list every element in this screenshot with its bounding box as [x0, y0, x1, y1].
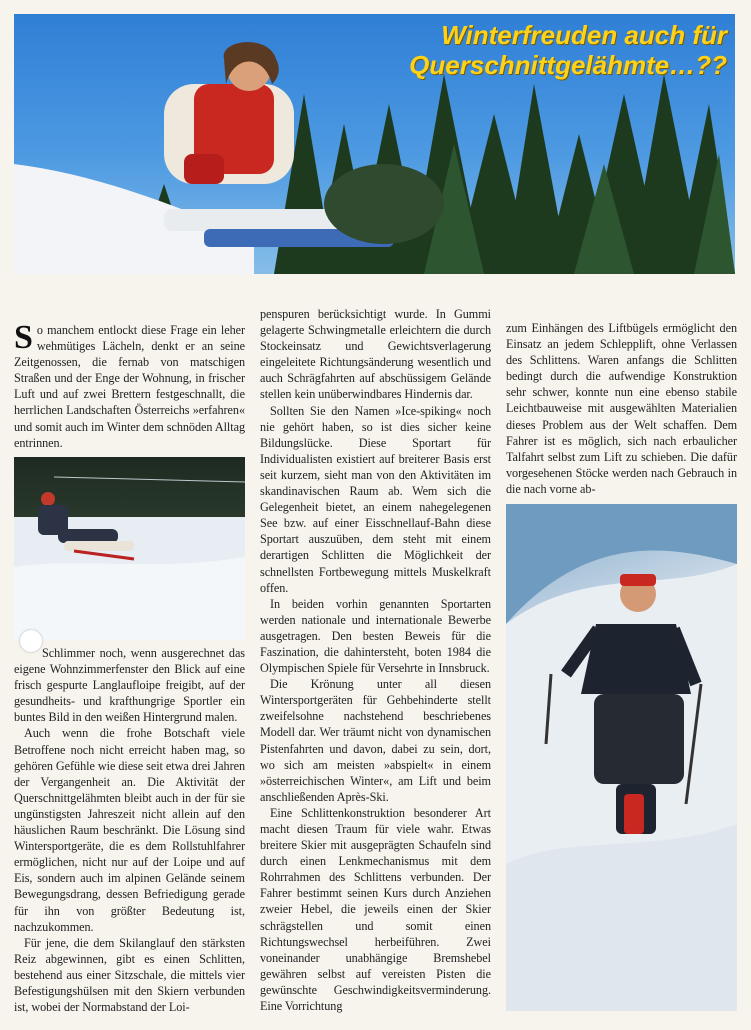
sledge-skier-illustration [14, 457, 245, 640]
paragraph: In beiden vorhin genannten Sportarten werden nationale und internationale Bewerbe ausgetragen. Den besten Beweis für die Faszination, die dahintersteht, boten 1984 die Olympischen Spiele für Versehrte in Innsbruck. [260, 596, 491, 676]
paragraph: zum Einhängen des Liftbügels ermöglicht den Einsatz an jedem Schlepplift, ohne Verlassen des Schlittens. Waren anfangs die Schlitten bedingt durch die aufwendige Konstruktion sehr schwer, konnte nun eine ebenso stabile Leichtbauweise mit ausgewählten Materialien dieses Problem aus der Welt schaffen. Dem Fahrer ist es möglich, sich nach erbaulicher Talfahrt selbst zum Lift zu schieben. Die dafür vorgesehenen Stöcke werden nach Gebrauch in die nach vorne ab- [506, 321, 737, 496]
paragraph: Eine Schlittenkonstruktion besonderer Art macht diesen Traum für viele wahr. Etwas breitere Skier mit ausgeprägten Schaufeln sind durch einen Lenkmechanismus mit dem Rohrrahmen des Schlittens verbunden. Der Fahrer bestimmt seinen Kurs durch Anziehen zweier Hebel, die jeweils einen der Skier schrägstellen und somit einen Richtungswechsel herbeiführen. Zwei voneinander unabhängige Bremshebel gewähren selbst auf vereisten Pisten die gewünschte Geschwindigkeitsverminderung. Eine Vorrichtung [260, 805, 491, 1014]
sit-skier-portrait-photo [506, 504, 737, 1011]
title-line-2: Querschnittgelähmte…?? [409, 50, 727, 80]
sledge-skier-photo [14, 457, 245, 640]
paragraph: Schlimmer noch, wenn ausgerechnet das eigene Wohnzimmerfenster den Blick auf eine frisch gespurte Langlaufloipe freigibt, auf der gesundheits- und krafthungrige Sportler ein buntes Bild in den weißen Hintergrund malen. [14, 646, 245, 725]
sit-skier-illustration [506, 504, 737, 1011]
paragraph: penspuren berücksichtigt wurde. In Gummi gelagerte Schwingmetalle erleichtern die durch Stockeinsatz und Gewichtsverlagerung eingeleitete Richtungsänderung wesentlich und auch Schrägfahrten auf abschüssigem Gelände stellen kein unüberwindbares Hindernis dar. [260, 307, 491, 402]
paragraph: Für jene, die dem Skilanglauf den stärksten Reiz abgewinnen, gibt es einen Schlitten, bestehend aus einer Sitzschale, die mittels vier Befestigungshülsen mit den Skiern verbunden ist, wobei der Normabstand der Loi- [14, 935, 245, 1015]
article-title [307, 20, 727, 80]
paragraph-text: o manchem entlockt diese Frage ein leher wehmütiges Lächeln, denkt er an seine Zeitgenossen, die fernab von matschigen Straßen und der Enge der Wohnung, in frischer Luft und auf zwei Brettern festgeschnallt, die herrlichen Landschaften Österreichs »erfahren« und somit auch im Winter dem schnöden Alltag entrinnen. [14, 323, 245, 450]
paragraph: Sollten Sie den Namen »Ice-spiking« noch nie gehört haben, so ist dies sicher keine Bildungslücke. Diese Sportart für Individualisten existiert auf breiterer Basis erst seit kurzem, sieht man von den Aktivitäten im skandinavischen Raum ab. Wem sich die Gelegenheit bietet, an einem nahegelegenen See bzw. auf einer Eisschnellauf-Bahn diese Sportart auszuüben, dem steht mit einem derartigen Schlitten die Möglichkeit der schnellsten Fortbewegung mittels Muskelkraft offen. [260, 403, 491, 595]
title-line-1: Winterfreuden auch für [441, 20, 727, 50]
dropcap: S [14, 319, 33, 356]
paragraph: Die Krönung unter all diesen Wintersportgeräten für Gehbehinderte stellt zweifelsohne nachstehend beschriebenes Modell dar. Wer träumt nicht von dynamischen Pistenfahrten und davon, dabei zu sein, dort, wo sich am meisten »abspielt« in einem »österreichischen Winter«, am Lift und beim anschließenden Après-Ski. [260, 677, 491, 804]
column-1-bottom [14, 645, 245, 1015]
paragraph: Auch wenn die frohe Botschaft viele Betroffene noch nicht erreicht haben mag, so gehören Gefühle wie diese seit etwa drei Jahren der Vergangenheit an. Die Aktivität der Querschnittgelähmten bleibt auch in der für sie ungünstigsten Jahreszeit nicht allein auf den häuslichen Raum beschränkt. Die Lösung sind Wintersportgeräte, die es dem Rollstuhlfahrer ermöglichen, nicht nur auf der Loipe und auf Eis, sondern auch im alpinen Gelände seinem Bewegungsdrang, dessen Befriedigung gerade für ihn von größter Bedeutung ist, nachzukommen. [14, 726, 245, 934]
column-3 [506, 320, 737, 497]
column-1-top [14, 319, 245, 451]
column-2 [260, 306, 491, 1014]
paragraph [14, 319, 245, 451]
hero-photo [14, 14, 735, 274]
